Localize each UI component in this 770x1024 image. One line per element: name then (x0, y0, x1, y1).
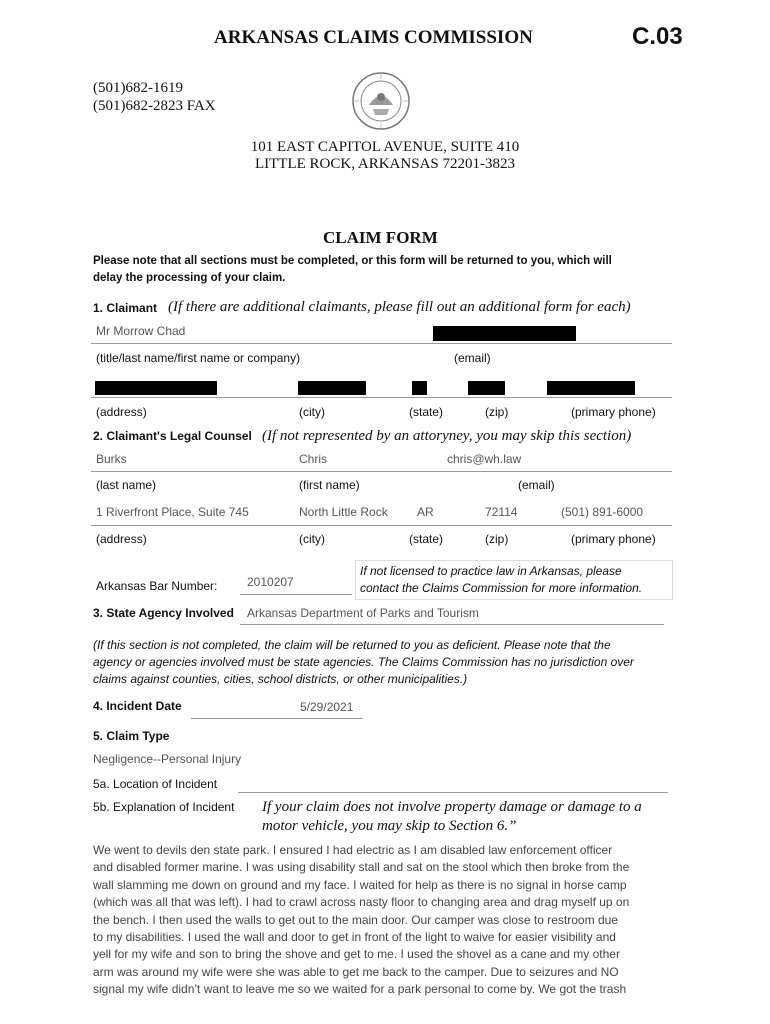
counsel-state-label: (state) (409, 532, 444, 546)
explanation-line: signal my wife didn’t want to leave me so we waited for a park personal to come by. We got the trash (93, 982, 627, 997)
claimant-address-redaction (95, 381, 217, 395)
counsel-zip-label: (zip) (485, 532, 509, 546)
skip-note-line2: motor vehicle, you may skip to Section 6.” (262, 818, 517, 834)
explanation-line: yell for my wife and son to bring the shove and get to me. I used the shovel as a cane and my other (93, 947, 620, 962)
counsel-zip-field[interactable]: 72114 (485, 505, 518, 519)
explanation-text[interactable] (93, 842, 693, 999)
counsel-heading: 2. Claimant's Legal Counsel (93, 429, 252, 443)
claimant-name-underline (91, 343, 672, 344)
incident-date-field[interactable]: 5/29/2021 (300, 700, 354, 714)
counsel-phone-label: (primary phone) (571, 532, 656, 546)
intro-line2: delay the processing of your claim. (93, 272, 286, 284)
state-seal-icon (351, 71, 411, 131)
counsel-first-name-field[interactable]: Chris (299, 452, 328, 466)
claimant-state-redaction (412, 381, 427, 395)
agency-field[interactable]: Arkansas Department of Parks and Tourism (247, 606, 479, 620)
claimant-city-label: (city) (299, 405, 325, 419)
incident-date-underline (191, 718, 363, 719)
counsel-note: (If not represented by an attoryney, you may skip this section) (262, 428, 632, 444)
claimant-name-field[interactable]: Mr Morrow Chad (96, 324, 186, 338)
agency-note-line1: (If this section is not completed, the claim will be returned to you as deficient. Please note that the (93, 638, 611, 652)
agency-note-line3: claims against counties, cities, school districts, or other municipalities.) (93, 672, 468, 686)
claimant-name-label: (title/last name/first name or company) (96, 351, 301, 365)
bar-note-line1: If not licensed to practice law in Arkansas, please (360, 564, 622, 578)
claimant-address-underline (91, 397, 672, 398)
claim-type-field[interactable]: Negligence--Personal Injury (93, 752, 242, 766)
bar-number-label: Arkansas Bar Number: (96, 579, 218, 593)
counsel-city-field[interactable]: North Little Rock (299, 505, 388, 519)
explanation-line: arm was around my wife were she was able to get me back to the camper. Due to seizures and NO (93, 964, 619, 979)
intro-line1: Please note that all sections must be completed, or this form will be returned to you, which will (93, 255, 612, 267)
counsel-name-underline (91, 471, 672, 472)
counsel-last-name-field[interactable]: Burks (96, 452, 127, 466)
form-code: C.03 (632, 23, 683, 50)
agency-note-line2: agency or agencies involved must be state agencies. The Claims Commission has no jurisdiction over (93, 655, 634, 669)
bar-number-field[interactable]: 2010207 (247, 575, 294, 589)
claimant-note: (If there are additional claimants, please fill out an additional form for each) (168, 299, 631, 315)
skip-note-line1: If your claim does not involve property damage or damage to a (262, 799, 642, 815)
bar-number-underline (240, 594, 352, 595)
claimant-state-label: (state) (409, 405, 444, 419)
claimant-email-redaction (433, 326, 576, 341)
phone-number: (501)682-1619 (93, 80, 183, 96)
counsel-city-label: (city) (299, 532, 325, 546)
claim-type-heading: 5. Claim Type (93, 729, 170, 743)
counsel-email-field[interactable]: chris@wh.law (447, 452, 522, 466)
bar-note-line2: contact the Claims Commission for more information. (360, 581, 643, 595)
claimant-address-label: (address) (96, 405, 147, 419)
explanation-line: We went to devils den state park. I ensured I had electric as I am disabled law enforcement officer (93, 843, 613, 857)
claimant-zip-label: (zip) (485, 405, 509, 419)
claimant-zip-redaction (468, 381, 505, 395)
agency-underline (240, 624, 664, 625)
counsel-phone-field[interactable]: (501) 891-6000 (561, 505, 644, 519)
location-label: 5a. Location of Incident (93, 777, 218, 791)
claimant-phone-redaction (547, 381, 635, 395)
commission-address-line1: 101 EAST CAPITOL AVENUE, SUITE 410 (250, 139, 520, 155)
counsel-address-field[interactable]: 1 Riverfront Place, Suite 745 (96, 505, 249, 519)
explanation-line: and disabled former marine. I was using disability stall and sat on the stool which then broke from the (93, 860, 630, 875)
commission-address-line2: LITTLE ROCK, ARKANSAS 72201-3823 (254, 156, 515, 172)
explanation-label: 5b. Explanation of Incident (93, 800, 235, 814)
explanation-line: wall slamming me down on ground and my face. I waited for help as there is no signal in horse camp (93, 877, 627, 892)
location-underline[interactable] (238, 792, 668, 793)
incident-date-heading: 4. Incident Date (93, 699, 182, 713)
explanation-line: the bench. I then used the walls to get out to the main door. Our camper was close to restroom due (93, 912, 618, 927)
claimant-heading: 1. Claimant (93, 301, 158, 315)
commission-title: ARKANSAS CLAIMS COMMISSION (214, 27, 533, 48)
claimant-city-redaction (298, 381, 366, 395)
claimant-phone-label: (primary phone) (571, 405, 656, 419)
form-title: CLAIM FORM (323, 228, 438, 247)
counsel-email-label: (email) (518, 478, 555, 492)
explanation-line: (which was all that was left). I had to crawl across nasty floor to changing area and drag myself up on (93, 895, 630, 910)
counsel-address-underline (91, 525, 672, 526)
agency-heading: 3. State Agency Involved (93, 606, 234, 620)
claimant-email-label: (email) (454, 351, 491, 365)
counsel-first-name-label: (first name) (299, 478, 360, 492)
fax-number: (501)682-2823 FAX (93, 98, 216, 114)
counsel-address-label: (address) (96, 532, 147, 546)
counsel-state-field[interactable]: AR (417, 505, 434, 519)
explanation-line: to my disabilities. I used the wall and door to get in front of the light to waive for easier visibility and (93, 930, 616, 945)
counsel-last-name-label: (last name) (96, 478, 157, 492)
